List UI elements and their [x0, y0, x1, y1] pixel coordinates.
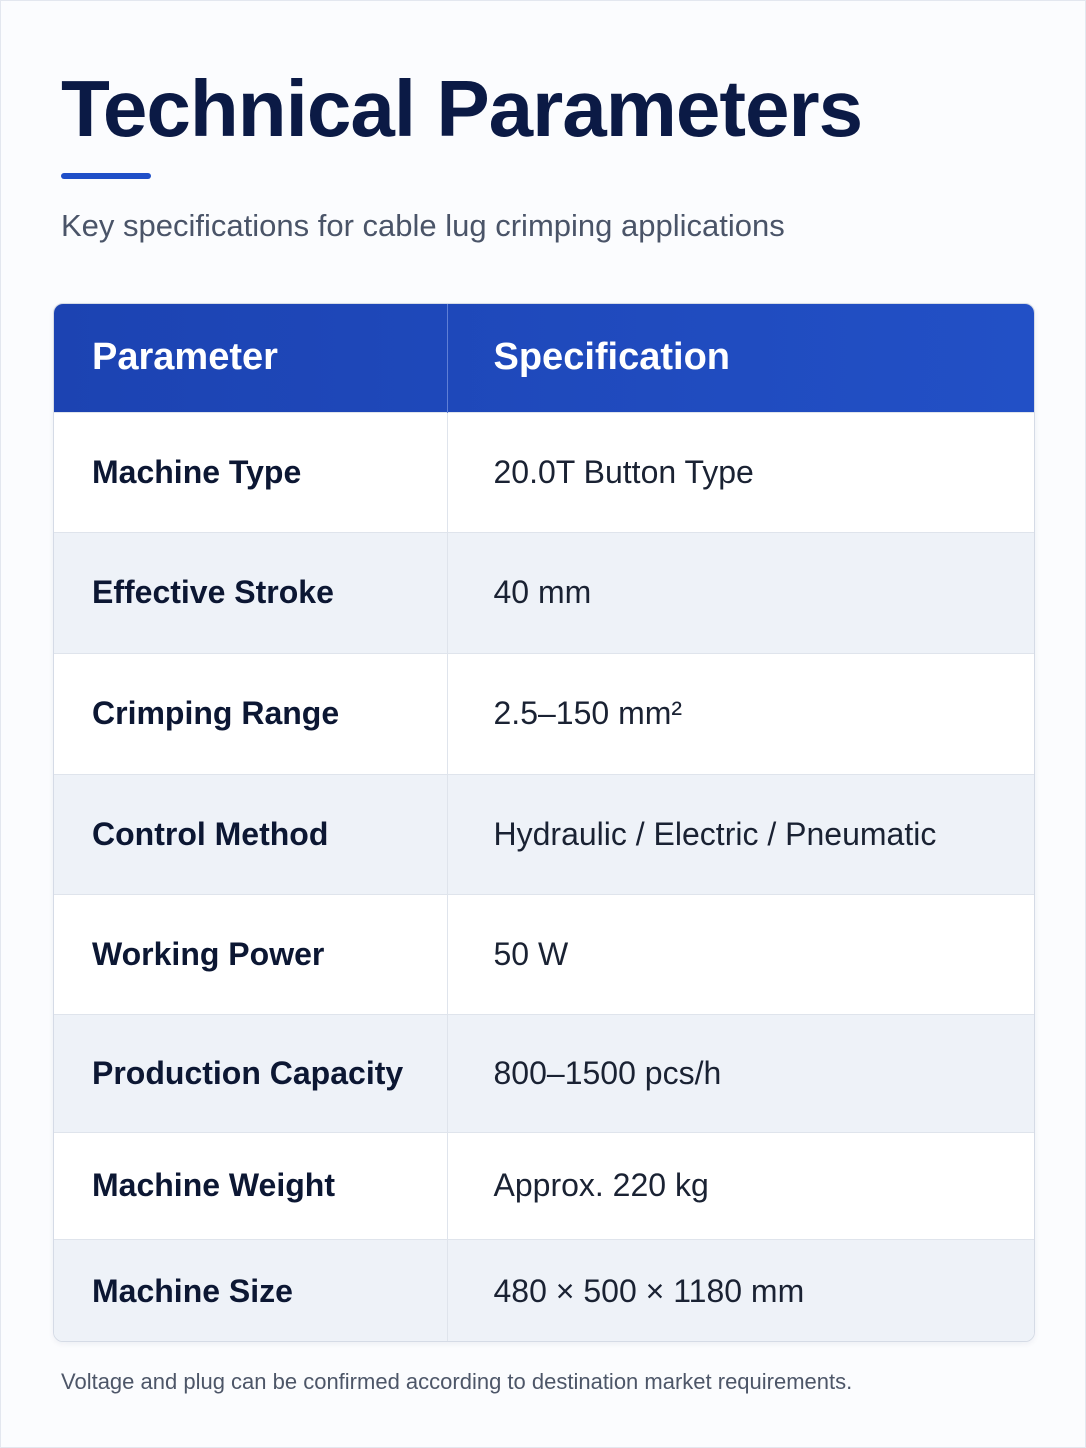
parameter-cell: Machine Type	[54, 412, 447, 532]
specification-cell: 50 W	[493, 935, 569, 972]
parameter-cell: Working Power	[54, 894, 447, 1014]
title-accent-bar	[61, 173, 151, 179]
table-row	[54, 1132, 1035, 1239]
specification-cell: 20.0T Button Type	[493, 453, 754, 490]
parameter-cell: Machine Size	[54, 1239, 447, 1342]
page-title: Technical Parameters	[61, 64, 863, 153]
parameter-cell: Production Capacity	[54, 1014, 447, 1132]
parameter-cell: Effective Stroke	[54, 532, 447, 653]
table-row	[54, 412, 1035, 532]
table-row	[54, 653, 1035, 774]
specification-cell: 40 mm	[493, 574, 592, 610]
parameter-cell: Control Method	[54, 774, 447, 894]
specification-cell: 800–1500 pcs/h	[493, 1054, 722, 1091]
table-row	[54, 1239, 1035, 1342]
table-row	[54, 1014, 1035, 1132]
column-header-parameter: Parameter	[54, 304, 447, 412]
specification-cell: 480 × 500 × 1180 mm	[493, 1272, 805, 1309]
parameters-table	[53, 303, 1035, 1342]
footnote: Voltage and plug can be confirmed according to destination market requirements.	[61, 1369, 853, 1394]
table-row	[54, 532, 1035, 653]
specification-cell: Approx. 220 kg	[493, 1167, 709, 1203]
table-row	[54, 894, 1035, 1014]
table-row	[54, 774, 1035, 894]
specification-cell: 2.5–150 mm²	[493, 695, 683, 731]
specification-cell: Hydraulic / Electric / Pneumatic	[493, 815, 937, 852]
column-header-specification: Specification	[493, 336, 730, 379]
parameter-cell: Crimping Range	[54, 653, 447, 774]
table-header-row	[54, 304, 1035, 412]
parameter-cell: Machine Weight	[54, 1132, 447, 1239]
page-subtitle: Key specifications for cable lug crimping applications	[61, 208, 785, 243]
